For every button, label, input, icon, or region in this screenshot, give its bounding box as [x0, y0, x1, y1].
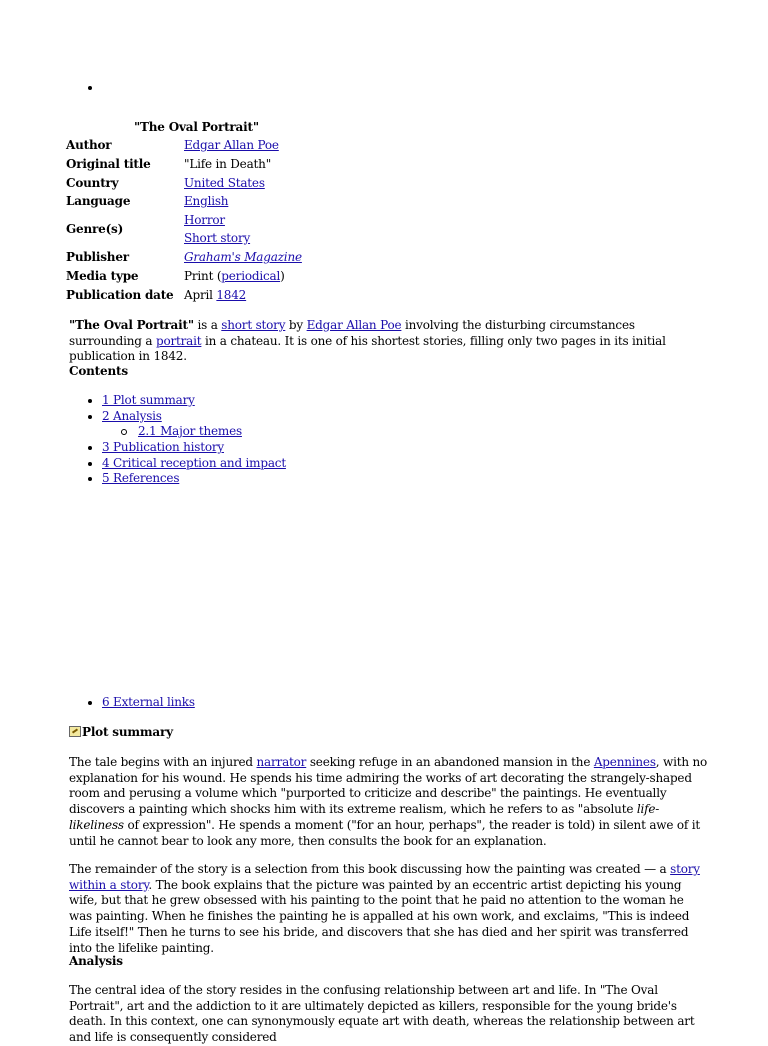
toc-item [88, 695, 488, 711]
toc-item [88, 393, 488, 409]
toc-item [88, 471, 488, 487]
analysis-paragraph: The central idea of the story resides in the confusing relationship between art and life. In "The Oval Portrait", art and the addiction to it are ultimately depicted as killers, responsible for the young bride's death. In this context, one can synonymously equate art with death, whereas the relationship between art and life is consequently considered [69, 983, 695, 1045]
toc-link-publication-history[interactable]: 3 Publication history [102, 440, 224, 455]
language-link[interactable]: English [184, 194, 229, 209]
infobox-label: Publication date [66, 287, 174, 302]
infobox-row-genre [66, 211, 316, 248]
plot-paragraph-2 [69, 862, 709, 956]
pub-month: April [184, 287, 217, 302]
text: in a chateau. It is one of his shortest stories, filling only two pages in its initial publication in 1842. [69, 333, 666, 364]
infobox [66, 118, 316, 305]
table-of-contents [88, 393, 488, 487]
year-link[interactable]: 1842 [216, 287, 247, 302]
infobox-row-media-type [66, 267, 316, 286]
list-bullet [88, 86, 92, 90]
toc-link-external-links[interactable]: 6 External links [102, 695, 195, 709]
intro-paragraph [69, 318, 709, 365]
infobox-row-language [66, 192, 316, 211]
toc-link-analysis[interactable]: 2 Analysis [102, 408, 162, 423]
infobox-row-original-title [66, 155, 316, 174]
toc-continued [88, 695, 488, 711]
text: . The book explains that the picture was painted by an eccentric artist depicting his young wife, but that he grew obsessed with his painting to the point that he paid no attention to the woman he was painting. When he finishes the painting he is appalled at his own work, and exclaims, "This is indeed Life itself!" Then he turns to see his bride, and discovers that she has died and her spirit was transferred into the lifelike painting. [69, 877, 690, 955]
infobox-label: Language [66, 194, 131, 209]
infobox-value: "Life in Death" [184, 156, 272, 171]
intro-title: "The Oval Portrait" [69, 318, 194, 332]
text: of expression". He spends a moment ("for an hour, perhaps", the reader is told) in silent awe of it until he cannot bear to look any more, then consults the book for an explanation. [69, 817, 701, 848]
toc-link-major-themes[interactable]: 2.1 Major themes [138, 424, 242, 439]
story-within-story-link[interactable]: story within a story [69, 862, 700, 892]
text: involving the disturbing circumstances surrounding a [69, 318, 635, 348]
text: seeking refuge in an abandoned mansion in the [306, 755, 594, 769]
toc-link-critical-reception[interactable]: 4 Critical reception and impact [102, 455, 286, 470]
plot-paragraph-1 [69, 755, 709, 849]
infobox-label: Original title [66, 156, 151, 171]
infobox-row-author [66, 136, 316, 155]
infobox-label: Publisher [66, 250, 129, 265]
toc-item [88, 440, 488, 456]
periodical-link[interactable]: periodical [221, 268, 281, 283]
text: The tale begins with an injured [69, 755, 257, 769]
contents-heading: Contents [69, 364, 128, 378]
apennines-link[interactable]: Apennines [593, 755, 656, 769]
emphasis: life-likeliness [69, 802, 660, 832]
toc-item [88, 409, 488, 425]
narrator-link[interactable]: narrator [256, 755, 307, 769]
text: , with no explanation for his wound. He spends his time admiring the works of art decorating the strangely-shaped room and perusing a volume which "purported to criticize and describe" the paintings. He eventually discovers a painting which shocks him with its extreme realism, which he refers to as "absolute [69, 755, 708, 817]
text: by [285, 318, 307, 332]
infobox-title: "The Oval Portrait" [134, 120, 259, 134]
infobox-label: Country [66, 175, 119, 190]
publisher-link[interactable]: Graham's Magazine [184, 250, 302, 265]
toc-link-references[interactable]: 5 References [102, 471, 180, 486]
author-link[interactable]: Edgar Allan Poe [184, 138, 279, 152]
plot-summary-title: Plot summary [82, 725, 173, 739]
analysis-heading: Analysis [69, 954, 123, 968]
plot-summary-heading [69, 725, 173, 739]
genre-link-short-story[interactable]: Short story [184, 231, 251, 246]
genre-link-horror[interactable]: Horror [184, 213, 225, 228]
media-type-text: Print ( [184, 268, 222, 283]
text: is a [193, 318, 222, 332]
toc-item [88, 456, 488, 472]
text: The remainder of the story is a selection from this book discussing how the painting was created — a [69, 862, 671, 876]
infobox-label: Author [66, 138, 112, 152]
infobox-row-country [66, 174, 316, 193]
infobox-row-publication-date [66, 286, 316, 305]
portrait-link[interactable]: portrait [155, 333, 202, 348]
poe-link[interactable]: Edgar Allan Poe [306, 318, 402, 332]
country-link[interactable]: United States [184, 175, 265, 190]
edit-icon[interactable] [69, 726, 81, 737]
infobox-row-publisher [66, 248, 316, 267]
infobox-label: Media type [66, 268, 139, 283]
toc-item [88, 424, 488, 440]
toc-link-plot-summary[interactable]: 1 Plot summary [102, 393, 195, 407]
infobox-label: Genre(s) [66, 222, 124, 237]
short-story-link[interactable]: short story [221, 318, 286, 332]
media-type-suffix: ) [280, 268, 285, 283]
